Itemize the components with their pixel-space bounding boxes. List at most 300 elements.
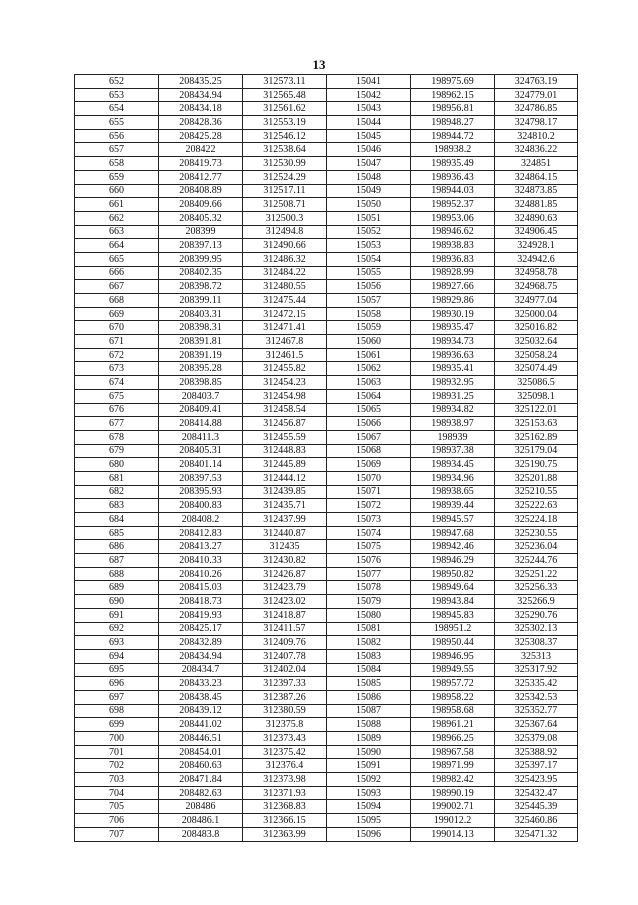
x-coordinate-right-cell: 198943.84: [411, 595, 495, 609]
y-coordinate-left-cell: 312409.76: [243, 636, 327, 650]
point-number-right-cell: 15066: [327, 417, 411, 431]
x-coordinate-right-cell: 198953.06: [411, 211, 495, 225]
table-row: [75, 499, 578, 513]
y-coordinate-right-cell: 324968.75: [495, 280, 578, 294]
y-coordinate-left-cell: 312444.12: [243, 471, 327, 485]
y-coordinate-left-cell: 312376.4: [243, 759, 327, 773]
x-coordinate-right-cell: 198975.69: [411, 75, 495, 89]
y-coordinate-right-cell: 324890.63: [495, 211, 578, 225]
x-coordinate-left-cell: 208399: [159, 225, 243, 239]
point-number-right-cell: 15069: [327, 458, 411, 472]
x-coordinate-right-cell: 198945.83: [411, 608, 495, 622]
y-coordinate-left-cell: 312480.55: [243, 280, 327, 294]
point-number-right-cell: 15049: [327, 184, 411, 198]
x-coordinate-left-cell: 208483.8: [159, 827, 243, 841]
y-coordinate-right-cell: 325086.5: [495, 376, 578, 390]
x-coordinate-left-cell: 208422: [159, 143, 243, 157]
y-coordinate-right-cell: 325471.32: [495, 827, 578, 841]
table-row: [75, 321, 578, 335]
table-row: [75, 430, 578, 444]
table-row: [75, 239, 578, 253]
table-row: [75, 759, 578, 773]
point-number-right-cell: 15057: [327, 294, 411, 308]
x-coordinate-right-cell: 198942.46: [411, 540, 495, 554]
y-coordinate-left-cell: 312411.57: [243, 622, 327, 636]
table-row: [75, 348, 578, 362]
y-coordinate-right-cell: 325302.13: [495, 622, 578, 636]
point-number-right-cell: 15077: [327, 567, 411, 581]
point-number-right-cell: 15084: [327, 663, 411, 677]
y-coordinate-right-cell: 325098.1: [495, 389, 578, 403]
y-coordinate-right-cell: 325290.76: [495, 608, 578, 622]
page-number: 13: [312, 57, 326, 72]
y-coordinate-left-cell: 312458.54: [243, 403, 327, 417]
point-number-left-cell: 694: [75, 649, 159, 663]
table-row: [75, 773, 578, 787]
y-coordinate-right-cell: 325335.42: [495, 677, 578, 691]
point-number-left-cell: 675: [75, 389, 159, 403]
point-number-left-cell: 660: [75, 184, 159, 198]
point-number-right-cell: 15095: [327, 814, 411, 828]
x-coordinate-right-cell: 198962.15: [411, 88, 495, 102]
point-number-left-cell: 680: [75, 458, 159, 472]
coordinates-table-body: [75, 75, 578, 842]
x-coordinate-right-cell: 198952.37: [411, 198, 495, 212]
x-coordinate-right-cell: 198934.82: [411, 403, 495, 417]
point-number-left-cell: 679: [75, 444, 159, 458]
x-coordinate-left-cell: 208415.03: [159, 581, 243, 595]
point-number-left-cell: 667: [75, 280, 159, 294]
y-coordinate-left-cell: 312484.22: [243, 266, 327, 280]
point-number-right-cell: 15082: [327, 636, 411, 650]
y-coordinate-right-cell: 325423.95: [495, 773, 578, 787]
x-coordinate-right-cell: 198946.29: [411, 554, 495, 568]
table-row: [75, 690, 578, 704]
point-number-right-cell: 15067: [327, 430, 411, 444]
x-coordinate-right-cell: 198982.42: [411, 773, 495, 787]
point-number-left-cell: 697: [75, 690, 159, 704]
y-coordinate-left-cell: 312467.8: [243, 335, 327, 349]
y-coordinate-right-cell: 324942.6: [495, 252, 578, 266]
x-coordinate-left-cell: 208398.72: [159, 280, 243, 294]
table-row: [75, 116, 578, 130]
y-coordinate-right-cell: 324958.78: [495, 266, 578, 280]
x-coordinate-left-cell: 208414.88: [159, 417, 243, 431]
table-row: [75, 581, 578, 595]
y-coordinate-left-cell: 312561.62: [243, 102, 327, 116]
table-row: [75, 513, 578, 527]
table-row: [75, 294, 578, 308]
x-coordinate-right-cell: 199002.71: [411, 800, 495, 814]
x-coordinate-right-cell: 198936.63: [411, 348, 495, 362]
x-coordinate-left-cell: 208399.95: [159, 252, 243, 266]
point-number-right-cell: 15059: [327, 321, 411, 335]
x-coordinate-left-cell: 208411.3: [159, 430, 243, 444]
x-coordinate-left-cell: 208413.27: [159, 540, 243, 554]
x-coordinate-left-cell: 208486.1: [159, 814, 243, 828]
x-coordinate-left-cell: 208439.12: [159, 704, 243, 718]
x-coordinate-right-cell: 198951.2: [411, 622, 495, 636]
coordinates-table: [74, 74, 578, 842]
point-number-left-cell: 670: [75, 321, 159, 335]
table-row: [75, 745, 578, 759]
point-number-left-cell: 673: [75, 362, 159, 376]
table-row: [75, 471, 578, 485]
point-number-left-cell: 672: [75, 348, 159, 362]
x-coordinate-left-cell: 208435.25: [159, 75, 243, 89]
y-coordinate-left-cell: 312397.33: [243, 677, 327, 691]
y-coordinate-right-cell: 325190.75: [495, 458, 578, 472]
y-coordinate-right-cell: 324786.85: [495, 102, 578, 116]
point-number-right-cell: 15042: [327, 88, 411, 102]
y-coordinate-right-cell: 325342.53: [495, 690, 578, 704]
y-coordinate-left-cell: 312366.15: [243, 814, 327, 828]
point-number-right-cell: 15070: [327, 471, 411, 485]
y-coordinate-left-cell: 312387.26: [243, 690, 327, 704]
point-number-right-cell: 15076: [327, 554, 411, 568]
table-row: [75, 540, 578, 554]
x-coordinate-left-cell: 208425.28: [159, 129, 243, 143]
x-coordinate-left-cell: 208400.83: [159, 499, 243, 513]
x-coordinate-right-cell: 198934.73: [411, 335, 495, 349]
y-coordinate-left-cell: 312423.02: [243, 595, 327, 609]
point-number-right-cell: 15045: [327, 129, 411, 143]
table-row: [75, 198, 578, 212]
table-row: [75, 786, 578, 800]
x-coordinate-left-cell: 208412.83: [159, 526, 243, 540]
x-coordinate-left-cell: 208397.13: [159, 239, 243, 253]
table-row: [75, 280, 578, 294]
x-coordinate-right-cell: 198938.2: [411, 143, 495, 157]
point-number-right-cell: 15048: [327, 170, 411, 184]
x-coordinate-right-cell: 198935.47: [411, 321, 495, 335]
point-number-right-cell: 15081: [327, 622, 411, 636]
y-coordinate-right-cell: 325244.76: [495, 554, 578, 568]
point-number-left-cell: 664: [75, 239, 159, 253]
point-number-right-cell: 15047: [327, 157, 411, 171]
point-number-left-cell: 687: [75, 554, 159, 568]
point-number-left-cell: 700: [75, 732, 159, 746]
point-number-right-cell: 15085: [327, 677, 411, 691]
table-row: [75, 595, 578, 609]
point-number-left-cell: 655: [75, 116, 159, 130]
y-coordinate-right-cell: 325162.89: [495, 430, 578, 444]
x-coordinate-left-cell: 208403.31: [159, 307, 243, 321]
table-row: [75, 75, 578, 89]
y-coordinate-left-cell: 312500.3: [243, 211, 327, 225]
y-coordinate-right-cell: 325236.04: [495, 540, 578, 554]
point-number-right-cell: 15074: [327, 526, 411, 540]
y-coordinate-right-cell: 325179.04: [495, 444, 578, 458]
y-coordinate-left-cell: 312508.71: [243, 198, 327, 212]
y-coordinate-left-cell: 312445.89: [243, 458, 327, 472]
x-coordinate-right-cell: 198934.96: [411, 471, 495, 485]
point-number-left-cell: 674: [75, 376, 159, 390]
point-number-left-cell: 654: [75, 102, 159, 116]
x-coordinate-right-cell: 198939.44: [411, 499, 495, 513]
x-coordinate-left-cell: 208397.53: [159, 471, 243, 485]
point-number-right-cell: 15050: [327, 198, 411, 212]
y-coordinate-right-cell: 324779.01: [495, 88, 578, 102]
table-row: [75, 362, 578, 376]
y-coordinate-right-cell: 325153.63: [495, 417, 578, 431]
x-coordinate-right-cell: 198961.21: [411, 718, 495, 732]
x-coordinate-right-cell: 198939: [411, 430, 495, 444]
table-row: [75, 567, 578, 581]
table-row: [75, 677, 578, 691]
x-coordinate-left-cell: 208409.66: [159, 198, 243, 212]
table-row: [75, 335, 578, 349]
x-coordinate-right-cell: 199012.2: [411, 814, 495, 828]
point-number-left-cell: 706: [75, 814, 159, 828]
y-coordinate-left-cell: 312472.15: [243, 307, 327, 321]
table-row: [75, 526, 578, 540]
point-number-left-cell: 677: [75, 417, 159, 431]
y-coordinate-right-cell: 325251.22: [495, 567, 578, 581]
y-coordinate-left-cell: 312435.71: [243, 499, 327, 513]
x-coordinate-right-cell: 198944.72: [411, 129, 495, 143]
x-coordinate-left-cell: 208391.81: [159, 335, 243, 349]
point-number-left-cell: 699: [75, 718, 159, 732]
y-coordinate-right-cell: 324763.19: [495, 75, 578, 89]
point-number-left-cell: 659: [75, 170, 159, 184]
y-coordinate-left-cell: 312454.98: [243, 389, 327, 403]
y-coordinate-right-cell: 325445.39: [495, 800, 578, 814]
point-number-left-cell: 678: [75, 430, 159, 444]
table-row: [75, 389, 578, 403]
point-number-right-cell: 15054: [327, 252, 411, 266]
y-coordinate-right-cell: 325058.24: [495, 348, 578, 362]
x-coordinate-right-cell: 198937.38: [411, 444, 495, 458]
point-number-left-cell: 707: [75, 827, 159, 841]
y-coordinate-left-cell: 312402.04: [243, 663, 327, 677]
point-number-left-cell: 692: [75, 622, 159, 636]
x-coordinate-left-cell: 208434.94: [159, 649, 243, 663]
x-coordinate-right-cell: 198946.62: [411, 225, 495, 239]
point-number-right-cell: 15073: [327, 513, 411, 527]
x-coordinate-right-cell: 198932.95: [411, 376, 495, 390]
x-coordinate-right-cell: 198931.25: [411, 389, 495, 403]
x-coordinate-right-cell: 198945.57: [411, 513, 495, 527]
y-coordinate-left-cell: 312368.83: [243, 800, 327, 814]
table-row: [75, 184, 578, 198]
x-coordinate-right-cell: 198936.43: [411, 170, 495, 184]
y-coordinate-right-cell: 325460.86: [495, 814, 578, 828]
x-coordinate-right-cell: 198938.83: [411, 239, 495, 253]
table-row: [75, 704, 578, 718]
x-coordinate-left-cell: 208425.17: [159, 622, 243, 636]
y-coordinate-right-cell: 325016.82: [495, 321, 578, 335]
point-number-right-cell: 15064: [327, 389, 411, 403]
x-coordinate-right-cell: 198938.97: [411, 417, 495, 431]
x-coordinate-right-cell: 198949.55: [411, 663, 495, 677]
x-coordinate-left-cell: 208405.31: [159, 444, 243, 458]
x-coordinate-left-cell: 208434.18: [159, 102, 243, 116]
point-number-left-cell: 701: [75, 745, 159, 759]
y-coordinate-left-cell: 312430.82: [243, 554, 327, 568]
y-coordinate-right-cell: 325367.64: [495, 718, 578, 732]
y-coordinate-right-cell: 325122.01: [495, 403, 578, 417]
y-coordinate-left-cell: 312538.64: [243, 143, 327, 157]
y-coordinate-left-cell: 312363.99: [243, 827, 327, 841]
y-coordinate-left-cell: 312418.87: [243, 608, 327, 622]
x-coordinate-left-cell: 208428.36: [159, 116, 243, 130]
point-number-right-cell: 15061: [327, 348, 411, 362]
table-row: [75, 649, 578, 663]
x-coordinate-right-cell: 198958.68: [411, 704, 495, 718]
x-coordinate-left-cell: 208471.84: [159, 773, 243, 787]
y-coordinate-left-cell: 312373.98: [243, 773, 327, 787]
table-row: [75, 444, 578, 458]
y-coordinate-left-cell: 312375.42: [243, 745, 327, 759]
point-number-right-cell: 15058: [327, 307, 411, 321]
table-row: [75, 170, 578, 184]
y-coordinate-left-cell: 312490.66: [243, 239, 327, 253]
point-number-right-cell: 15094: [327, 800, 411, 814]
y-coordinate-right-cell: 325379.08: [495, 732, 578, 746]
y-coordinate-left-cell: 312573.11: [243, 75, 327, 89]
point-number-right-cell: 15090: [327, 745, 411, 759]
y-coordinate-right-cell: 325230.55: [495, 526, 578, 540]
y-coordinate-left-cell: 312486.32: [243, 252, 327, 266]
point-number-left-cell: 668: [75, 294, 159, 308]
x-coordinate-left-cell: 208395.28: [159, 362, 243, 376]
point-number-left-cell: 652: [75, 75, 159, 89]
point-number-left-cell: 653: [75, 88, 159, 102]
x-coordinate-right-cell: 198930.19: [411, 307, 495, 321]
x-coordinate-left-cell: 208446.51: [159, 732, 243, 746]
x-coordinate-left-cell: 208434.7: [159, 663, 243, 677]
table-row: [75, 485, 578, 499]
table-row: [75, 225, 578, 239]
point-number-right-cell: 15089: [327, 732, 411, 746]
point-number-left-cell: 688: [75, 567, 159, 581]
table-row: [75, 88, 578, 102]
x-coordinate-right-cell: 198971.99: [411, 759, 495, 773]
y-coordinate-right-cell: 324977.04: [495, 294, 578, 308]
point-number-right-cell: 15060: [327, 335, 411, 349]
point-number-left-cell: 662: [75, 211, 159, 225]
point-number-left-cell: 685: [75, 526, 159, 540]
x-coordinate-right-cell: 198947.68: [411, 526, 495, 540]
table-row: [75, 554, 578, 568]
point-number-right-cell: 15043: [327, 102, 411, 116]
point-number-left-cell: 682: [75, 485, 159, 499]
y-coordinate-left-cell: 312517.11: [243, 184, 327, 198]
point-number-left-cell: 696: [75, 677, 159, 691]
x-coordinate-right-cell: 198934.45: [411, 458, 495, 472]
x-coordinate-left-cell: 208419.93: [159, 608, 243, 622]
x-coordinate-left-cell: 208438.45: [159, 690, 243, 704]
x-coordinate-left-cell: 208432.89: [159, 636, 243, 650]
y-coordinate-left-cell: 312407.78: [243, 649, 327, 663]
y-coordinate-left-cell: 312553.19: [243, 116, 327, 130]
table-row: [75, 622, 578, 636]
point-number-right-cell: 15063: [327, 376, 411, 390]
y-coordinate-right-cell: 324798.17: [495, 116, 578, 130]
x-coordinate-left-cell: 208419.73: [159, 157, 243, 171]
x-coordinate-right-cell: 198936.83: [411, 252, 495, 266]
point-number-left-cell: 693: [75, 636, 159, 650]
point-number-left-cell: 686: [75, 540, 159, 554]
table-row: [75, 307, 578, 321]
x-coordinate-right-cell: 198949.64: [411, 581, 495, 595]
x-coordinate-left-cell: 208454.01: [159, 745, 243, 759]
point-number-right-cell: 15065: [327, 403, 411, 417]
y-coordinate-right-cell: 325224.18: [495, 513, 578, 527]
x-coordinate-left-cell: 208486: [159, 800, 243, 814]
y-coordinate-right-cell: 324881.85: [495, 198, 578, 212]
x-coordinate-right-cell: 198944.03: [411, 184, 495, 198]
y-coordinate-left-cell: 312524.29: [243, 170, 327, 184]
y-coordinate-right-cell: 325000.04: [495, 307, 578, 321]
point-number-right-cell: 15075: [327, 540, 411, 554]
y-coordinate-right-cell: 324836.22: [495, 143, 578, 157]
point-number-left-cell: 658: [75, 157, 159, 171]
point-number-right-cell: 15044: [327, 116, 411, 130]
y-coordinate-right-cell: 325352.77: [495, 704, 578, 718]
y-coordinate-left-cell: 312448.83: [243, 444, 327, 458]
table-row: [75, 663, 578, 677]
point-number-right-cell: 15046: [327, 143, 411, 157]
y-coordinate-right-cell: 325432.47: [495, 786, 578, 800]
x-coordinate-right-cell: 198948.27: [411, 116, 495, 130]
x-coordinate-left-cell: 208409.41: [159, 403, 243, 417]
y-coordinate-right-cell: 325397.17: [495, 759, 578, 773]
point-number-left-cell: 704: [75, 786, 159, 800]
x-coordinate-right-cell: 198950.82: [411, 567, 495, 581]
x-coordinate-left-cell: 208398.85: [159, 376, 243, 390]
y-coordinate-right-cell: 325313: [495, 649, 578, 663]
y-coordinate-left-cell: 312471.41: [243, 321, 327, 335]
table-row: [75, 211, 578, 225]
point-number-right-cell: 15091: [327, 759, 411, 773]
y-coordinate-right-cell: 324851: [495, 157, 578, 171]
table-row: [75, 636, 578, 650]
y-coordinate-left-cell: 312373.43: [243, 732, 327, 746]
table-row: [75, 102, 578, 116]
point-number-left-cell: 669: [75, 307, 159, 321]
point-number-right-cell: 15083: [327, 649, 411, 663]
x-coordinate-right-cell: 198990.19: [411, 786, 495, 800]
point-number-left-cell: 705: [75, 800, 159, 814]
x-coordinate-left-cell: 208433.23: [159, 677, 243, 691]
table-row: [75, 157, 578, 171]
x-coordinate-left-cell: 208418.73: [159, 595, 243, 609]
y-coordinate-right-cell: 325032.64: [495, 335, 578, 349]
x-coordinate-right-cell: 198957.72: [411, 677, 495, 691]
point-number-left-cell: 702: [75, 759, 159, 773]
table-row: [75, 252, 578, 266]
y-coordinate-left-cell: 312530.99: [243, 157, 327, 171]
table-row: [75, 417, 578, 431]
point-number-left-cell: 683: [75, 499, 159, 513]
y-coordinate-left-cell: 312435: [243, 540, 327, 554]
point-number-left-cell: 656: [75, 129, 159, 143]
x-coordinate-left-cell: 208408.89: [159, 184, 243, 198]
y-coordinate-left-cell: 312380.59: [243, 704, 327, 718]
x-coordinate-left-cell: 208408.2: [159, 513, 243, 527]
x-coordinate-left-cell: 208482.63: [159, 786, 243, 800]
y-coordinate-left-cell: 312494.8: [243, 225, 327, 239]
x-coordinate-right-cell: 199014.13: [411, 827, 495, 841]
x-coordinate-right-cell: 198966.25: [411, 732, 495, 746]
point-number-right-cell: 15078: [327, 581, 411, 595]
table-row: [75, 732, 578, 746]
point-number-left-cell: 689: [75, 581, 159, 595]
point-number-right-cell: 15093: [327, 786, 411, 800]
y-coordinate-right-cell: 324810.2: [495, 129, 578, 143]
